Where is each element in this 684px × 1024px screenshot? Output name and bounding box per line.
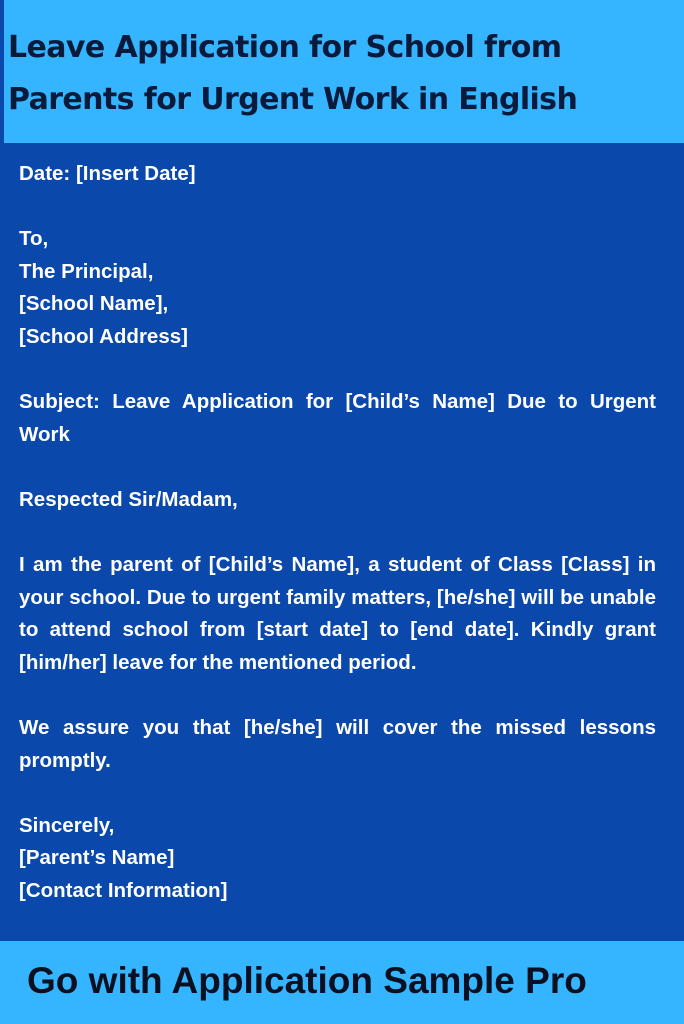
letter-contact: [Contact Information] xyxy=(19,879,228,903)
letter-to: To, xyxy=(19,227,49,251)
letter-salutation: Respected Sir/Madam, xyxy=(19,487,238,511)
letter-subject: Subject: Leave Application for [Child’s Name] Due to Urgent Work xyxy=(19,390,656,446)
letter-school-address: [School Address] xyxy=(19,324,188,348)
letter-body xyxy=(19,158,656,908)
page-footer xyxy=(0,941,684,1024)
letter-paragraph-1: I am the parent of [Child’s Name], a student of Class [Class] in your school. Due to urgent family matters, [he/she] will be unable to attend school from [start date] to [end date]. Kindly grant [him/her] leave for the mentioned period. xyxy=(19,553,656,674)
spacer xyxy=(19,680,656,713)
page-title: Leave Application for School from Parents for Urgent Work in English xyxy=(8,30,578,117)
letter-recipient: The Principal, xyxy=(19,259,154,283)
letter-parent-name: [Parent’s Name] xyxy=(19,846,175,870)
spacer xyxy=(19,777,656,810)
letter-school-name: [School Name], xyxy=(19,292,169,316)
spacer xyxy=(19,517,656,550)
letter-date: Date: [Insert Date] xyxy=(19,162,196,185)
letter-closing: Sincerely, xyxy=(19,813,115,837)
footer-brand-text: Go with Application Sample Pro xyxy=(27,960,587,1001)
spacer xyxy=(19,191,656,224)
page-header xyxy=(0,0,684,143)
letter-paragraph-2: We assure you that [he/she] will cover the missed lessons promptly. xyxy=(19,716,656,772)
spacer xyxy=(19,451,656,484)
spacer xyxy=(19,354,656,387)
